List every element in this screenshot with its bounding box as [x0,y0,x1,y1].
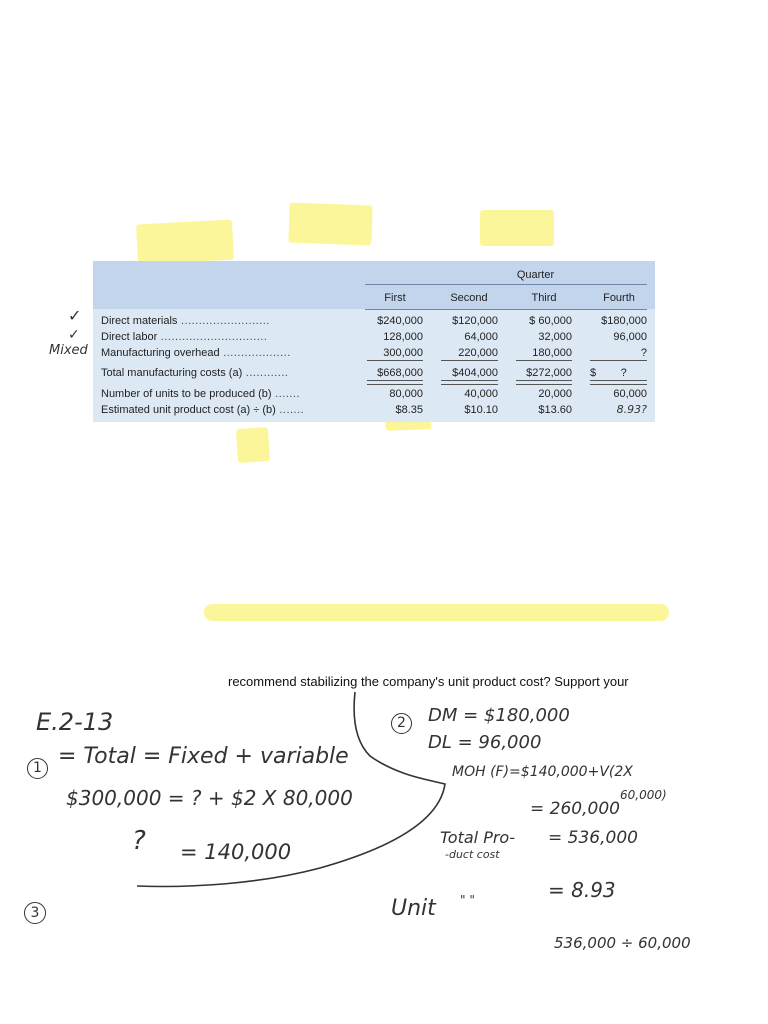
highlight-mark [204,604,669,621]
col-header-third: Third [531,292,557,304]
check-mark: ✓ [68,306,82,325]
step-2-moh-total: = 260,000 [530,799,620,819]
unit-cost-label: Unit [391,896,436,921]
step-2-moh: MOH (F)=$140,000+V(2X [452,764,633,780]
table-cell: $10.10 [464,404,498,416]
row-label: Total manufacturing costs (a) ............ [101,367,289,379]
leader-dots: ................... [219,347,291,359]
step-2-dm: DM = $180,000 [428,705,570,726]
table-cell: $404,000 [452,367,498,379]
table-cell: 40,000 [464,388,498,400]
row-label: Estimated unit product cost (a) ÷ (b) ....... [101,404,305,416]
highlight-mark [480,210,554,246]
step-1-equation: $300,000 = ? + $2 X 80,000 [66,786,353,810]
table-cell: $120,000 [452,315,498,327]
table-cell: $8.35 [395,404,423,416]
total-double-rule [590,380,647,385]
table-cell: 96,000 [613,331,647,343]
mixed-note: Mixed [49,343,88,358]
table-cell: $240,000 [377,315,423,327]
total-double-rule [516,380,572,385]
table-cell: 128,000 [383,331,423,343]
step-2-circle: 2 [391,713,412,734]
table-cell: $ 60,000 [529,315,572,327]
table-cell: 180,000 [532,347,572,359]
leader-dots: ......................... [177,315,270,327]
unit-cost-value: = 8.93 [548,878,616,902]
total-double-rule [367,380,423,385]
table-cell: $272,000 [526,367,572,379]
step-2-moh-cont: 60,000) [620,788,667,802]
col-header-second: Second [450,292,488,304]
step-2-dl: DL = 96,000 [428,732,542,753]
ditto-marks: " " [460,893,475,907]
table-cell: ? [640,347,647,359]
exercise-label: E.2-13 [36,708,114,736]
col-header-fourth: Fourth [603,292,635,304]
table-cell: 32,000 [538,331,572,343]
leader-dots: .............................. [157,331,268,343]
table-cell: $668,000 [377,367,423,379]
table-cell-handwritten: 8.93? [616,403,647,416]
table-cell: $ ? [590,367,627,379]
division-note: 536,000 ÷ 60,000 [554,934,691,952]
col-header-first: First [384,292,406,304]
row-label: Number of units to be produced (b) ....... [101,388,301,400]
leader-dots: ....... [271,388,301,400]
step-1-question: ? [132,826,146,856]
highlight-mark [136,220,234,265]
row-label: Direct labor .............................. [101,331,268,343]
cost-table [93,261,655,422]
table-cell: $13.60 [538,404,572,416]
total-double-rule [441,380,498,385]
check-mark: ✓ [68,327,80,343]
table-cell: 64,000 [464,331,498,343]
highlight-mark [236,427,270,463]
row-label: Manufacturing overhead ................... [101,347,291,359]
question-text: recommend stabilizing the company's unit product cost? Support your [228,674,629,689]
subtotal-rule [441,360,498,361]
step-2-total-label-cont: -duct cost [445,848,500,861]
table-cell: 80,000 [389,388,423,400]
leader-dots: ............ [242,367,289,379]
table-cell: 20,000 [538,388,572,400]
step-3-circle: 3 [24,902,46,924]
subtotal-rule [590,360,647,361]
highlight-mark [288,203,372,246]
step-1-formula: = Total = Fixed + variable [58,744,349,769]
table-cell: 220,000 [458,347,498,359]
step-1-circle: 1 [27,758,48,779]
step-1-answer: = 140,000 [180,840,292,864]
subtotal-rule [367,360,423,361]
table-cell: $180,000 [601,315,647,327]
table-cell: 60,000 [613,388,647,400]
column-rule [365,309,647,310]
step-2-total-value: = 536,000 [548,828,638,848]
quarter-header: Quarter [516,269,555,281]
table-cell: 300,000 [383,347,423,359]
subtotal-rule [516,360,572,361]
quarter-rule [365,284,647,285]
leader-dots: ....... [275,404,305,416]
step-2-total-label: Total Pro- [440,828,515,847]
row-label: Direct materials ......................... [101,315,270,327]
